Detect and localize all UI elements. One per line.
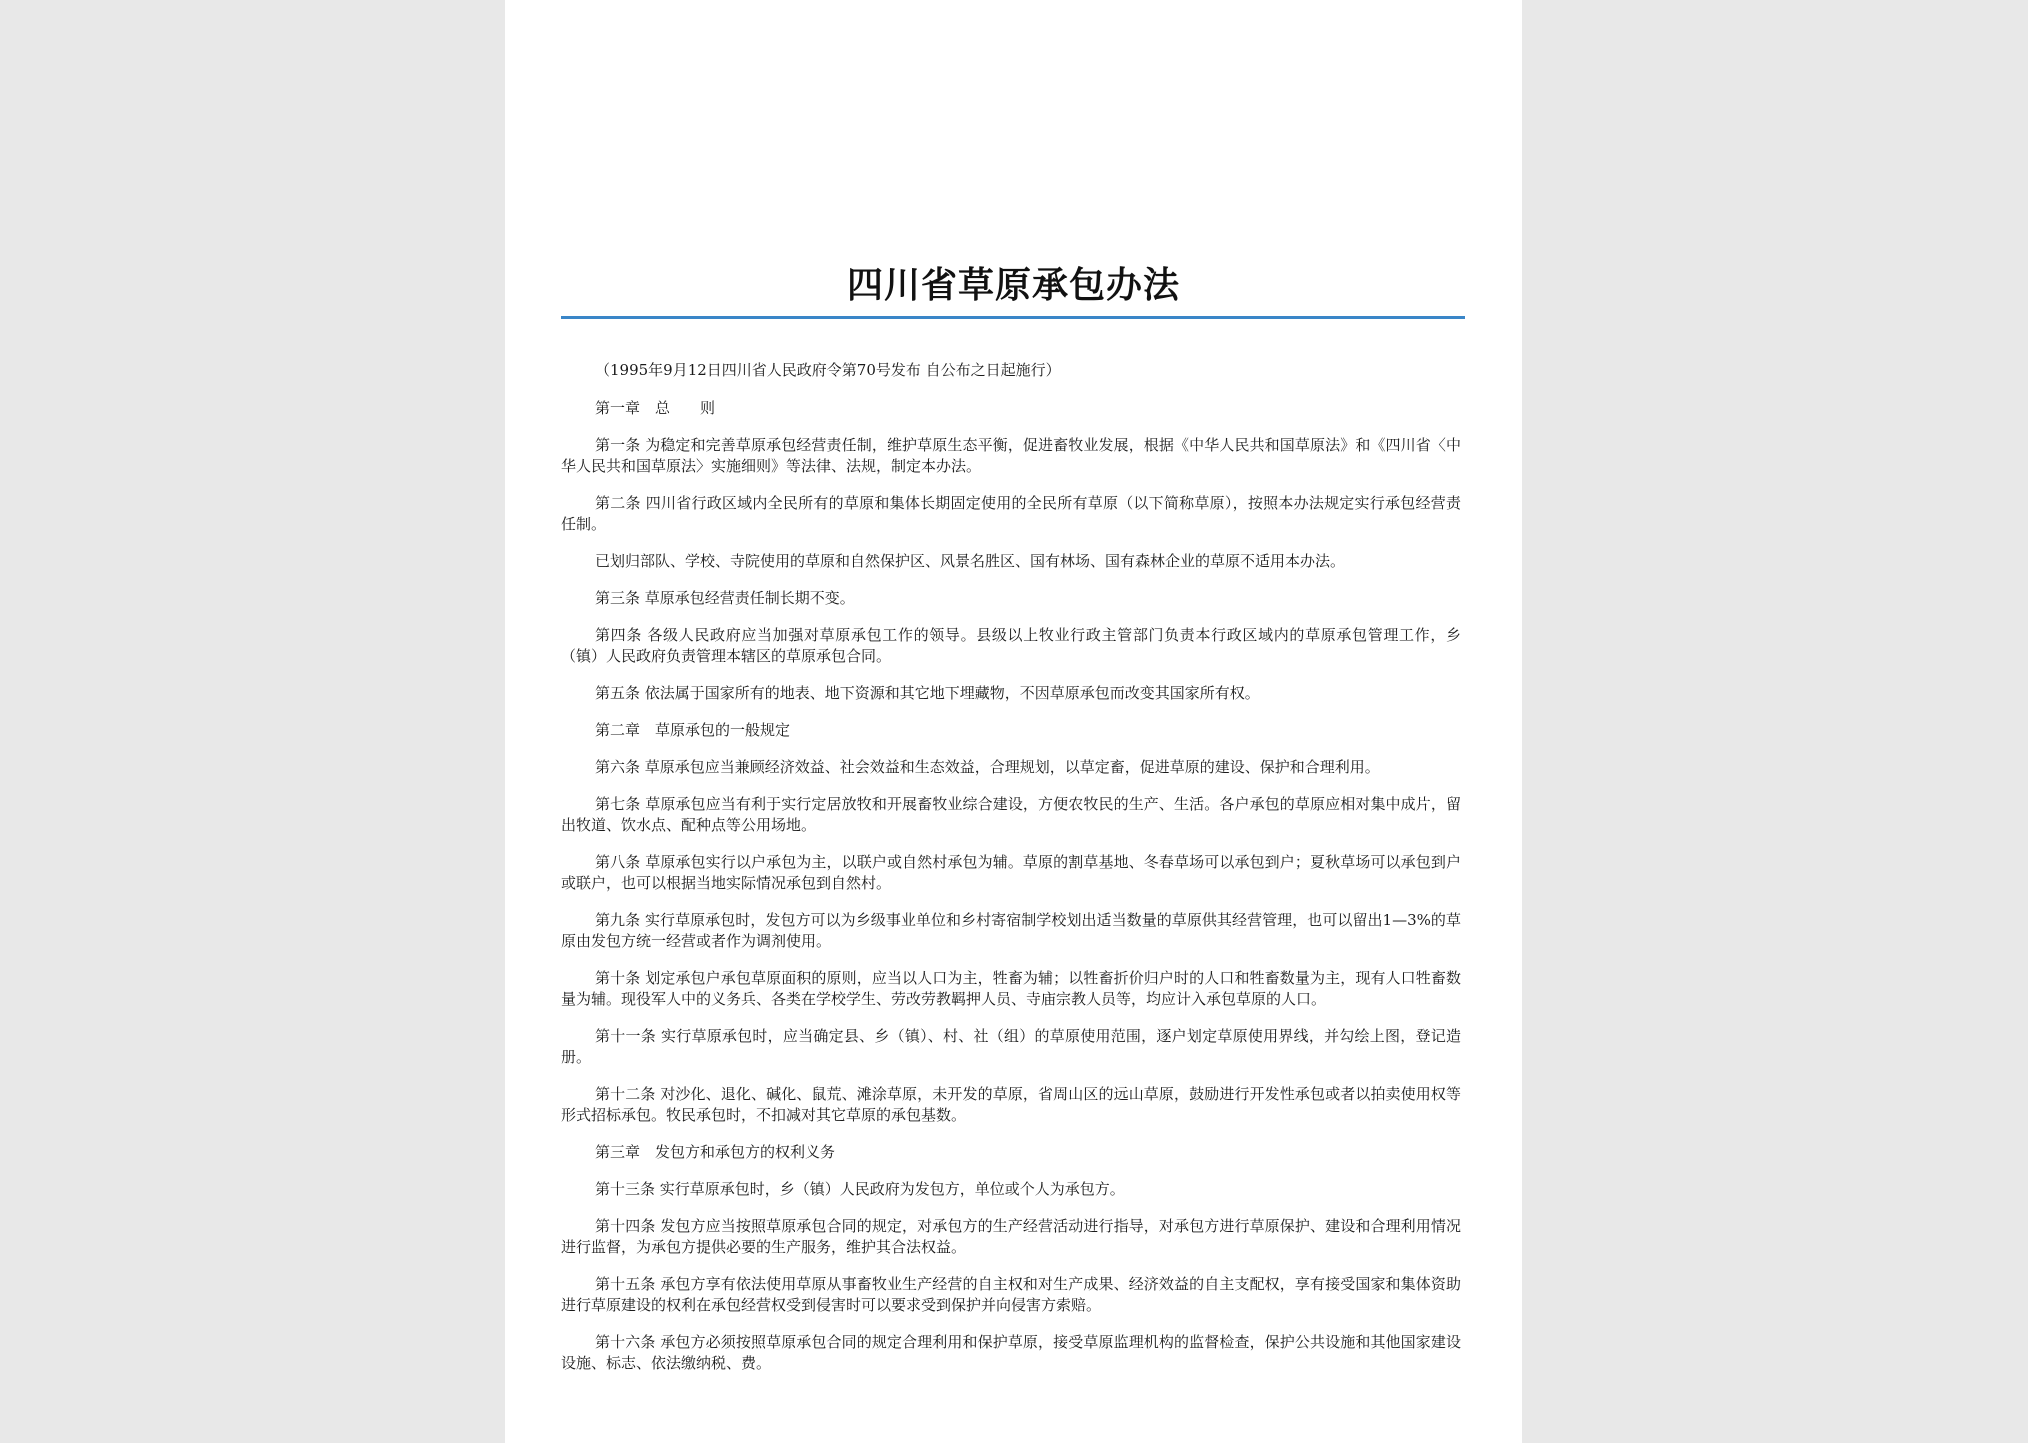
- chapter-heading: 第一章 总 则: [595, 399, 716, 417]
- title-divider: [561, 316, 1465, 319]
- article-paragraph: 第四条 各级人民政府应当加强对草原承包工作的领导。县级以上牧业行政主管部门负责本行政区域内的草原承包管理工作，乡（镇）人民政府负责管理本辖区的草原承包合同。: [561, 626, 1461, 665]
- article-paragraph: 第八条 草原承包实行以户承包为主，以联户或自然村承包为辅。草原的割草基地、冬春草场可以承包到户；夏秋草场可以承包到户或联户，也可以根据当地实际情况承包到自然村。: [561, 853, 1461, 892]
- article-paragraph: 第一条 为稳定和完善草原承包经营责任制，维护草原生态平衡，促进畜牧业发展，根据《中华人民共和国草原法》和《四川省〈中华人民共和国草原法〉实施细则》等法律、法规，制定本办法。: [561, 436, 1461, 475]
- article-paragraph: 第十四条 发包方应当按照草原承包合同的规定，对承包方的生产经营活动进行指导，对承包方进行草原保护、建设和合理利用情况进行监督，为承包方提供必要的生产服务，维护其合法权益。: [561, 1217, 1461, 1256]
- article-paragraph: 第九条 实行草原承包时，发包方可以为乡级事业单位和乡村寄宿制学校划出适当数量的草原供其经营管理，也可以留出1—3%的草原由发包方统一经营或者作为调剂使用。: [561, 911, 1461, 950]
- article-paragraph: 第二条 四川省行政区域内全民所有的草原和集体长期固定使用的全民所有草原（以下简称草原），按照本办法规定实行承包经营责任制。: [561, 494, 1461, 533]
- document-title: 四川省草原承包办法: [846, 265, 1180, 306]
- article-paragraph: 第十条 划定承包户承包草原面积的原则，应当以人口为主，牲畜为辅；以牲畜折价归户时的人口和牲畜数量为主，现有人口牲畜数量为辅。现役军人中的义务兵、各类在学校学生、劳改劳教羁押人员、寺庙宗教人员等，均应计入承包草原的人口。: [561, 969, 1461, 1008]
- document-page: [505, 0, 1522, 1443]
- document-body: [561, 360, 1461, 1390]
- source-note: （1995年9月12日四川省人民政府令第70号发布 自公布之日起施行）: [595, 361, 1061, 379]
- article-paragraph: 第三条 草原承包经营责任制长期不变。: [595, 589, 855, 607]
- article-paragraph: 第十一条 实行草原承包时，应当确定县、乡（镇）、村、社（组）的草原使用范围，逐户划定草原使用界线，并勾绘上图，登记造册。: [561, 1027, 1461, 1066]
- article-paragraph: 第十六条 承包方必须按照草原承包合同的规定合理利用和保护草原，接受草原监理机构的监督检查，保护公共设施和其他国家建设设施、标志、依法缴纳税、费。: [561, 1333, 1461, 1372]
- chapter-heading: 第二章 草原承包的一般规定: [595, 721, 791, 739]
- article-paragraph: 第六条 草原承包应当兼顾经济效益、社会效益和生态效益，合理规划，以草定畜，促进草原的建设、保护和合理利用。: [595, 758, 1380, 776]
- article-paragraph: 第十二条 对沙化、退化、碱化、鼠荒、滩涂草原，未开发的草原，省周山区的远山草原，鼓励进行开发性承包或者以拍卖使用权等形式招标承包。牧民承包时，不扣减对其它草原的承包基数。: [561, 1085, 1461, 1124]
- article-paragraph: 第五条 依法属于国家所有的地表、地下资源和其它地下埋藏物，不因草原承包而改变其国家所有权。: [595, 684, 1260, 702]
- chapter-heading: 第三章 发包方和承包方的权利义务: [595, 1143, 836, 1161]
- article-paragraph: 第十三条 实行草原承包时，乡（镇）人民政府为发包方，单位或个人为承包方。: [595, 1180, 1125, 1198]
- article-paragraph: 第十五条 承包方享有依法使用草原从事畜牧业生产经营的自主权和对生产成果、经济效益的自主支配权，享有接受国家和集体资助进行草原建设的权利在承包经营权受到侵害时可以要求受到保护并向侵害方索赔。: [561, 1275, 1461, 1314]
- article-paragraph: 已划归部队、学校、寺院使用的草原和自然保护区、风景名胜区、国有林场、国有森林企业的草原不适用本办法。: [595, 552, 1346, 570]
- article-paragraph: 第七条 草原承包应当有利于实行定居放牧和开展畜牧业综合建设，方便农牧民的生产、生活。各户承包的草原应相对集中成片，留出牧道、饮水点、配种点等公用场地。: [561, 795, 1461, 834]
